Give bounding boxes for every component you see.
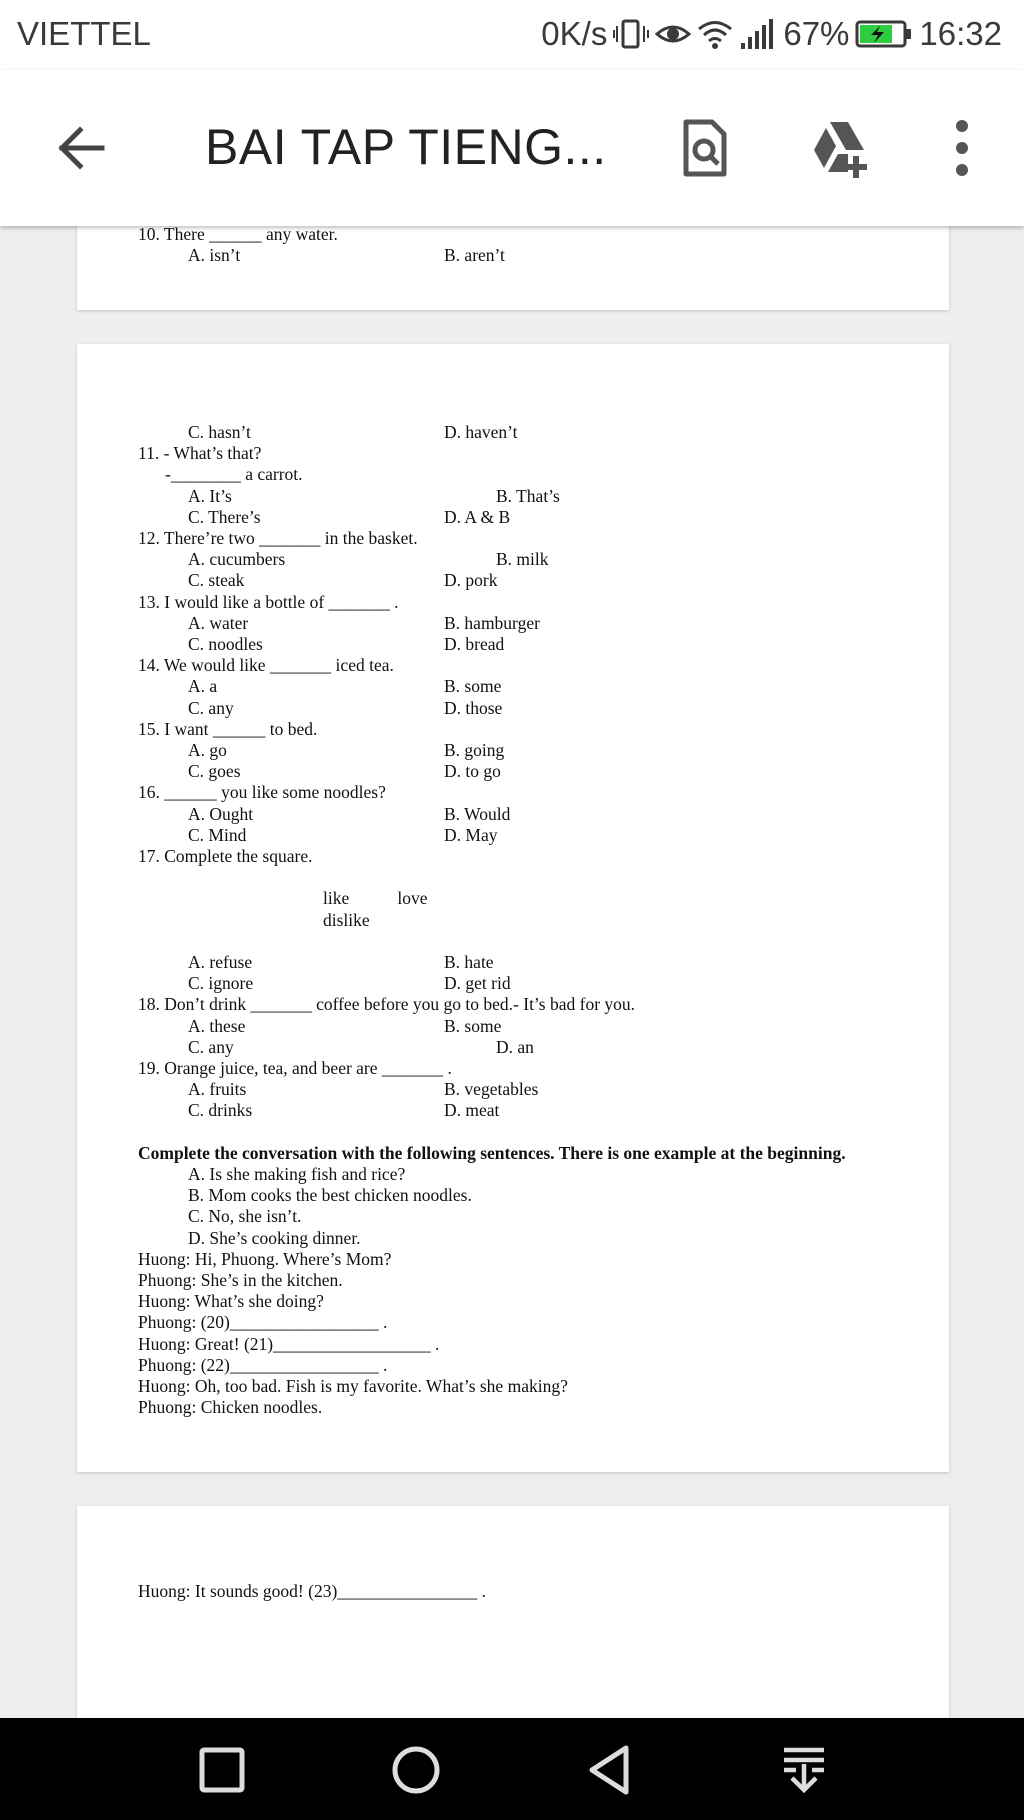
back-icon[interactable] <box>580 1742 640 1798</box>
document-line: 16. ______ you like some noodles? <box>138 782 386 803</box>
answer-option: B. That’s <box>496 485 560 506</box>
signal-icon <box>739 17 777 51</box>
answer-option: B. aren’t <box>444 245 505 266</box>
navigation-bar <box>0 1718 1024 1820</box>
document-line: C. drinks <box>188 1100 253 1121</box>
home-icon[interactable] <box>386 1742 446 1798</box>
battery-charging-icon <box>855 17 913 51</box>
document-line: A. It’s <box>188 485 232 506</box>
answer-option: B. hate <box>444 952 494 972</box>
answer-option: D. May <box>444 824 498 845</box>
answer-option: D. haven’t <box>444 422 518 442</box>
document-line: A. fruits <box>188 1079 247 1100</box>
document-line: A. water <box>188 612 249 633</box>
document-line: Huong: Oh, too bad. Fish is my favorite. What’s she making? <box>138 1376 568 1396</box>
document-line: 13. I would like a bottle of _______ . <box>138 591 399 612</box>
document-line: Phuong: (20)_________________ . <box>138 1312 388 1333</box>
answer-option: B. some <box>444 1015 502 1036</box>
section-heading: Complete the conversation with the following sentences. There is one example at the beginning. <box>138 1142 846 1163</box>
document-line: Phuong: (22)_________________ . <box>138 1354 388 1375</box>
document-line: A. isn’t <box>188 245 241 266</box>
document-page <box>77 344 949 1472</box>
document-line: 15. I want ______ to bed. <box>138 718 318 739</box>
document-line: 14. We would like _______ iced tea. <box>138 655 394 676</box>
answer-option: D. get rid <box>444 973 511 994</box>
document-line: Huong: Hi, Phuong. Where’s Mom? <box>138 1248 392 1269</box>
answer-option: D. meat <box>444 1100 500 1121</box>
document-line: C. any <box>188 1036 234 1057</box>
document-line: 19. Orange juice, tea, and beer are _______ . <box>138 1058 452 1078</box>
document-line: C. ignore <box>188 973 254 994</box>
document-line: 17. Complete the square. <box>138 846 313 866</box>
answer-option: B. going <box>444 740 505 760</box>
document-line: Huong: Great! (21)__________________ . <box>138 1333 440 1354</box>
document-line: A. cucumbers <box>188 549 286 570</box>
answer-option: B. milk <box>496 549 549 570</box>
wifi-icon <box>697 17 733 51</box>
document-line: C. hasn’t <box>188 422 251 442</box>
document-line: C. steak <box>188 570 245 591</box>
document-line: C. noodles <box>188 634 263 654</box>
eye-icon <box>655 17 691 51</box>
vibrate-icon <box>613 17 649 51</box>
document-line: A. refuse <box>188 952 253 972</box>
document-line: A. Is she making fish and rice? <box>188 1164 406 1184</box>
answer-option: D. those <box>444 697 503 718</box>
more-options-icon[interactable] <box>930 116 994 180</box>
add-to-drive-icon[interactable] <box>808 116 872 180</box>
document-line: dislike <box>323 909 370 930</box>
answer-option: B. vegetables <box>444 1079 539 1100</box>
document-title: BAI TAP TIENG... <box>205 119 607 175</box>
answer-option: D. A & B <box>444 506 511 527</box>
document-line: A. Ought <box>188 803 254 824</box>
document-line: like love <box>323 888 428 909</box>
find-in-page-icon[interactable] <box>672 116 736 180</box>
document-line: C. goes <box>188 761 241 782</box>
document-line: A. go <box>188 740 227 760</box>
app-bar <box>0 70 1024 226</box>
document-line: 11. - What’s that? <box>138 443 262 464</box>
document-line: -________ a carrot. <box>165 464 303 485</box>
recent-apps-icon[interactable] <box>192 1742 252 1798</box>
status-bar <box>0 0 1024 70</box>
document-line: D. She’s cooking dinner. <box>188 1227 361 1248</box>
document-line: Phuong: She’s in the kitchen. <box>138 1270 343 1290</box>
document-line: Huong: What’s she doing? <box>138 1291 324 1312</box>
document-line: Huong: It sounds good! (23)________________ . <box>138 1581 487 1601</box>
answer-option: D. bread <box>444 634 505 654</box>
answer-option: D. to go <box>444 761 501 782</box>
document-line: C. There’s <box>188 506 261 527</box>
document-line: 10. There ______ any water. <box>138 226 338 244</box>
back-arrow-icon[interactable] <box>50 118 110 178</box>
document-page <box>77 226 949 310</box>
answer-option: B. Would <box>444 803 511 824</box>
carrier-name: VIETTEL <box>17 15 151 52</box>
document-line: Phuong: Chicken noodles. <box>138 1397 323 1418</box>
document-line: C. Mind <box>188 824 247 845</box>
document-line: A. a <box>188 676 218 697</box>
answer-option: D. an <box>496 1036 534 1057</box>
document-line: B. Mom cooks the best chicken noodles. <box>188 1185 472 1206</box>
network-speed: 0K/s <box>541 15 608 52</box>
answer-option: B. hamburger <box>444 612 540 633</box>
document-line: A. these <box>188 1015 246 1036</box>
document-line: C. any <box>188 697 234 718</box>
notification-drawer-icon[interactable] <box>774 1742 834 1798</box>
answer-option: D. pork <box>444 570 498 591</box>
answer-option: B. some <box>444 676 502 697</box>
battery-percent: 67% <box>783 15 850 52</box>
clock: 16:32 <box>919 15 1002 52</box>
document-page <box>77 1506 949 1718</box>
document-line: 12. There’re two _______ in the basket. <box>138 528 418 548</box>
document-line: C. No, she isn’t. <box>188 1206 302 1227</box>
document-viewer[interactable] <box>0 226 1024 1718</box>
document-line: 18. Don’t drink _______ coffee before you go to bed.- It’s bad for you. <box>138 994 636 1015</box>
